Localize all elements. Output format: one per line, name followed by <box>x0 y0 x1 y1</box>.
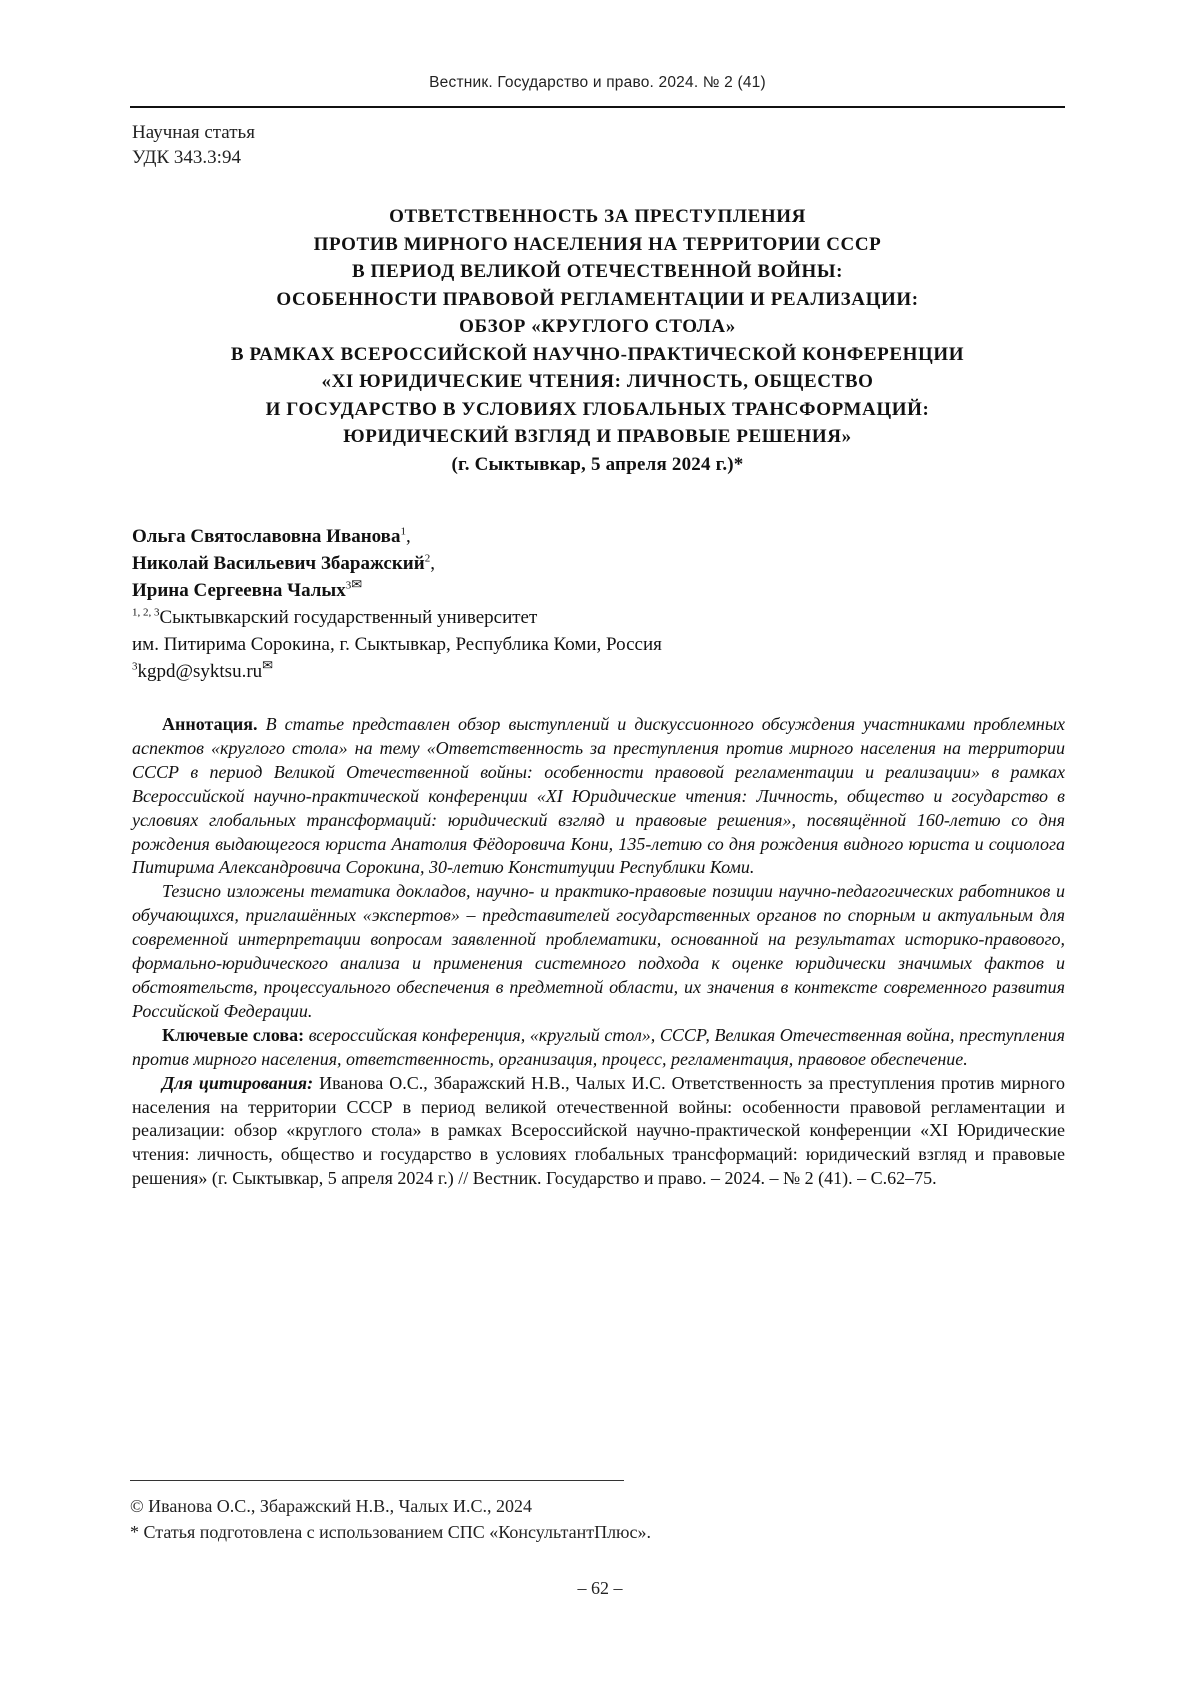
affiliation-sup: 1, 2, 3 <box>132 607 160 619</box>
title-line: «XI ЮРИДИЧЕСКИЕ ЧТЕНИЯ: ЛИЧНОСТЬ, ОБЩЕСТВО <box>130 368 1065 396</box>
article-meta <box>132 120 255 170</box>
author-name: Ольга Святославовна Иванова <box>132 526 400 547</box>
keywords-label: Ключевые слова: <box>162 1025 304 1045</box>
page-number: – 62 – <box>0 1578 1200 1599</box>
affiliation-line: Сыктывкарский государственный университет <box>160 607 538 628</box>
envelope-icon: ✉ <box>351 577 362 592</box>
keywords-paragraph <box>132 1024 1065 1072</box>
udc-code: УДК 343.3:94 <box>132 145 255 170</box>
title-line: И ГОСУДАРСТВО В УСЛОВИЯХ ГЛОБАЛЬНЫХ ТРАНСФОРМАЦИЙ: <box>130 396 1065 424</box>
title-subline: (г. Сыктывкар, 5 апреля 2024 г.)* <box>130 451 1065 479</box>
title-line: В ПЕРИОД ВЕЛИКОЙ ОТЕЧЕСТВЕННОЙ ВОЙНЫ: <box>130 258 1065 286</box>
footnote-rule <box>130 1480 624 1481</box>
title-line: ОБЗОР «КРУГЛОГО СТОЛА» <box>130 313 1065 341</box>
title-line: ОСОБЕННОСТИ ПРАВОВОЙ РЕГЛАМЕНТАЦИИ И РЕАЛИЗАЦИИ: <box>130 286 1065 314</box>
abstract-paragraph <box>132 713 1065 880</box>
abstract-text: Тезисно изложены тематика докладов, научно- и практико-правовые позиции научно-педагогических работников и обучающихся, приглашённых «экспертов» – представителей государственных органов по спорным и актуальным для современной интерпретации вопросам заявленной проблематики, основанной на результатах историко-правового, формально-юридического анализа и применения системного подхода к оценке юридически значимых фактов и обстоятельств, процессуального обеспечения в предметной области, их значения в контексте современного развития Российской Федерации. <box>132 881 1065 1021</box>
envelope-icon: ✉ <box>262 658 273 673</box>
footnotes <box>130 1493 651 1545</box>
citation-paragraph <box>132 1072 1065 1192</box>
author-sup: 1 <box>400 526 406 538</box>
article-title <box>130 203 1065 478</box>
article-type: Научная статья <box>132 120 255 145</box>
footnote: * Статья подготовлена с использованием СПС «КонсультантПлюс». <box>130 1519 651 1545</box>
authors-block <box>132 523 662 685</box>
author <box>132 577 662 604</box>
email-address[interactable]: kgpd@syktsu.ru <box>138 661 263 682</box>
abstract-paragraph <box>132 880 1065 1023</box>
author-sup: 3 <box>346 580 352 592</box>
author <box>132 523 662 550</box>
author-name: Николай Васильевич Збаражский <box>132 553 425 574</box>
author-separator: , <box>406 526 411 547</box>
article-body <box>132 713 1065 1191</box>
author-separator: , <box>430 553 435 574</box>
title-line: ОТВЕТСТВЕННОСТЬ ЗА ПРЕСТУПЛЕНИЯ <box>130 203 1065 231</box>
citation-label: Для цитирования: <box>162 1073 313 1093</box>
author-sup: 2 <box>425 553 431 565</box>
affiliation-line: им. Питирима Сорокина, г. Сыктывкар, Республика Коми, Россия <box>132 631 662 658</box>
header-rule <box>130 106 1065 108</box>
author-name: Ирина Сергеевна Чалых <box>132 580 346 601</box>
copyright-note: © Иванова О.С., Збаражский Н.В., Чалых И.С., 2024 <box>130 1493 651 1519</box>
abstract-label: Аннотация. <box>162 714 258 734</box>
running-head: Вестник. Государство и право. 2024. № 2 (41) <box>130 74 1065 92</box>
title-line: В РАМКАХ ВСЕРОССИЙСКОЙ НАУЧНО-ПРАКТИЧЕСКОЙ КОНФЕРЕНЦИИ <box>130 341 1065 369</box>
title-line: ПРОТИВ МИРНОГО НАСЕЛЕНИЯ НА ТЕРРИТОРИИ СССР <box>130 231 1065 259</box>
citation-text: Иванова О.С., Збаражский Н.В., Чалых И.С. Ответственность за преступления против мирного населения на территории СССР в период великой отечественной войны: особенности правовой регламентации и реализации: обзор «круглого стола» в рамках Всероссийской научно-практической конференции «XI Юридические чтения: личность, общество и государство в условиях глобальных трансформаций: юридический взгляд и правовые решения» (г. Сыктывкар, 5 апреля 2024 г.) // Вестник. Государство и право. – 2024. – № 2 (41). – С.62–75. <box>132 1073 1065 1189</box>
author <box>132 550 662 577</box>
title-line: ЮРИДИЧЕСКИЙ ВЗГЛЯД И ПРАВОВЫЕ РЕШЕНИЯ» <box>130 423 1065 451</box>
email <box>132 658 662 685</box>
keywords-text: всероссийская конференция, «круглый стол», СССР, Великая Отечественная война, преступления против мирного населения, ответственность, организация, процесс, регламентация, правовое обеспечение. <box>132 1025 1065 1069</box>
email-sup: 3 <box>132 661 138 673</box>
abstract-text: В статье представлен обзор выступлений и дискуссионного обсуждения участниками проблемных аспектов «круглого стола» на тему «Ответственность за преступления против мирного населения на территории СССР в период Великой Отечественной войны: особенности правовой регламентации и реализации» в рамках Всероссийской научно-практической конференции «XI Юридические чтения: Личность, общество и государство в условиях глобальных трансформаций: юридический взгляд и правовые решения», посвящённой 160-летию со дня рождения выдающегося юриста Анатолия Фёдоровича Кони, 135-летию со дня рождения видного юриста и социолога Питирима Александровича Сорокина, 30-летию Конституции Республики Коми. <box>132 714 1065 877</box>
affiliation <box>132 604 662 631</box>
